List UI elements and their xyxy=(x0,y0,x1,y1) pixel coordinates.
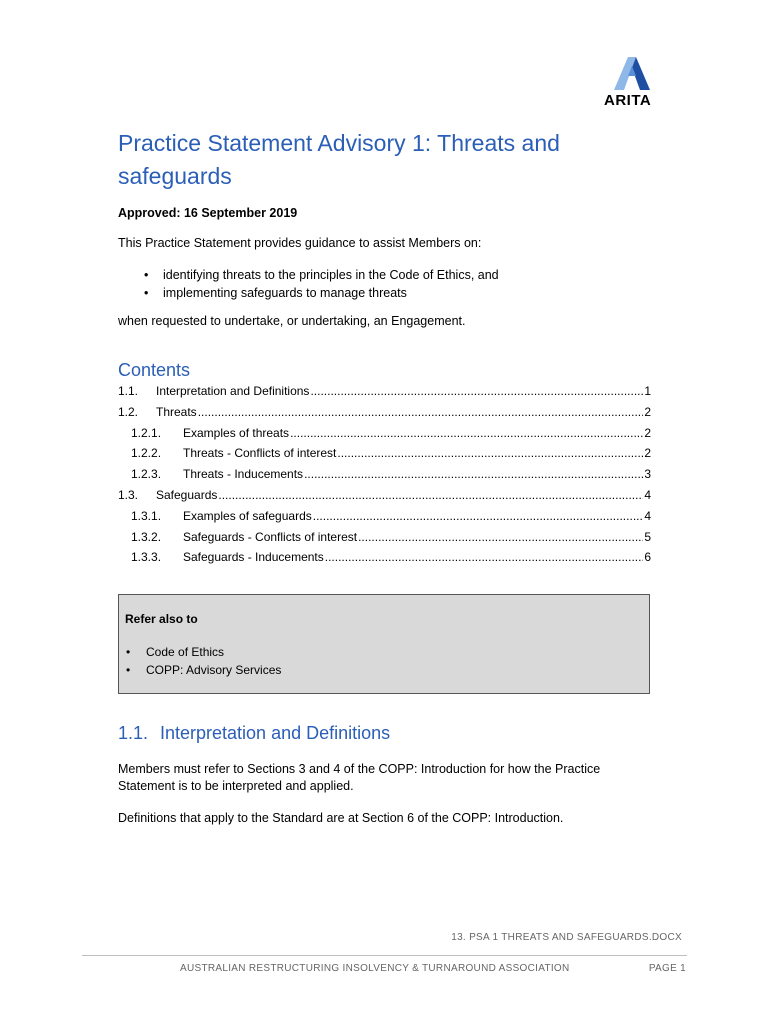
toc-leader xyxy=(310,384,643,398)
logo-text: ARITA xyxy=(604,92,652,109)
approved-date: Approved: 16 September 2019 xyxy=(118,206,298,220)
toc-number: 1.3.2. xyxy=(131,529,162,544)
refer-item: • COPP: Advisory Services xyxy=(125,661,281,679)
section-paragraph: Definitions that apply to the Standard are at Section 6 of the COPP: Introduction. xyxy=(118,811,564,825)
toc-entry[interactable] xyxy=(118,467,651,488)
toc-entry[interactable] xyxy=(118,550,651,571)
toc-page: 4 xyxy=(644,508,651,523)
footer-organization: AUSTRALIAN RESTRUCTURING INSOLVENCY & TURNAROUND ASSOCIATION xyxy=(180,963,570,974)
toc-number: 1.3.1. xyxy=(131,508,162,523)
toc-page: 5 xyxy=(644,529,651,544)
toc-title: Examples of threats xyxy=(183,425,290,440)
toc-number: 1.3.3. xyxy=(131,550,162,565)
toc-leader xyxy=(290,426,643,440)
toc-title: Safeguards - Conflicts of interest xyxy=(183,529,358,544)
toc-title: Safeguards - Inducements xyxy=(183,550,324,565)
toc-leader xyxy=(358,530,643,544)
footer-divider xyxy=(82,955,687,956)
toc-page: 2 xyxy=(644,425,651,440)
section-heading xyxy=(118,723,390,744)
toc-number: 1.2. xyxy=(118,404,139,419)
toc-entry[interactable] xyxy=(118,405,651,426)
toc-title: Interpretation and Definitions xyxy=(156,384,310,398)
toc-entry[interactable] xyxy=(118,509,651,530)
arita-logo xyxy=(604,56,660,109)
toc-title: Examples of safeguards xyxy=(183,508,312,523)
toc-number: 1.2.2. xyxy=(131,446,162,461)
bullet-item: • identifying threats to the principles in the Code of Ethics, and xyxy=(118,266,499,284)
toc-leader xyxy=(313,509,644,523)
toc-number: 1.1. xyxy=(118,384,139,398)
intro-text: This Practice Statement provides guidance to assist Members on: xyxy=(118,236,482,250)
table-of-contents xyxy=(118,384,651,571)
toc-title: Threats xyxy=(156,404,197,419)
toc-entry[interactable] xyxy=(118,384,651,405)
toc-entry[interactable] xyxy=(118,426,651,447)
toc-page: 3 xyxy=(644,467,651,482)
page-title: Practice Statement Advisory 1: Threats and safeguards xyxy=(118,130,560,189)
toc-number: 1.3. xyxy=(118,487,139,502)
document-filename: 13. PSA 1 THREATS AND SAFEGUARDS.DOCX xyxy=(451,932,682,943)
toc-page: 2 xyxy=(644,404,651,419)
page-number: PAGE 1 xyxy=(648,963,686,974)
toc-page: 6 xyxy=(644,550,651,565)
toc-leader xyxy=(198,405,644,419)
refer-also-list xyxy=(125,643,281,679)
toc-leader xyxy=(304,467,643,481)
refer-also-box xyxy=(118,594,650,694)
toc-page: 1 xyxy=(644,384,651,398)
toc-leader xyxy=(218,488,643,502)
arita-peak-logo-icon xyxy=(614,56,650,90)
toc-leader xyxy=(337,446,643,460)
section-number: 1.1. xyxy=(118,723,149,743)
toc-title: Threats - Inducements xyxy=(183,467,304,482)
toc-number: 1.2.1. xyxy=(131,425,162,440)
intro-bullet-list xyxy=(118,266,499,302)
toc-title: Threats - Conflicts of interest xyxy=(183,446,337,461)
section-title: Interpretation and Definitions xyxy=(160,723,391,743)
toc-number: 1.2.3. xyxy=(131,467,162,482)
toc-leader xyxy=(325,550,644,564)
bullet-item: • implementing safeguards to manage threats xyxy=(118,284,499,302)
toc-entry[interactable] xyxy=(118,488,651,509)
toc-title: Safeguards xyxy=(156,487,218,502)
contents-heading: Contents xyxy=(118,360,191,380)
toc-entry[interactable] xyxy=(118,530,651,551)
toc-entry[interactable] xyxy=(118,446,651,467)
toc-page: 4 xyxy=(644,487,651,502)
toc-page: 2 xyxy=(644,446,651,461)
refer-also-heading: Refer also to xyxy=(125,612,198,626)
refer-item: • Code of Ethics xyxy=(125,643,281,661)
engagement-text: when requested to undertake, or undertaking, an Engagement. xyxy=(118,314,466,328)
section-paragraph: Members must refer to Sections 3 and 4 of the COPP: Introduction for how the Practice Statement is to be interpreted and applied. xyxy=(118,762,601,793)
